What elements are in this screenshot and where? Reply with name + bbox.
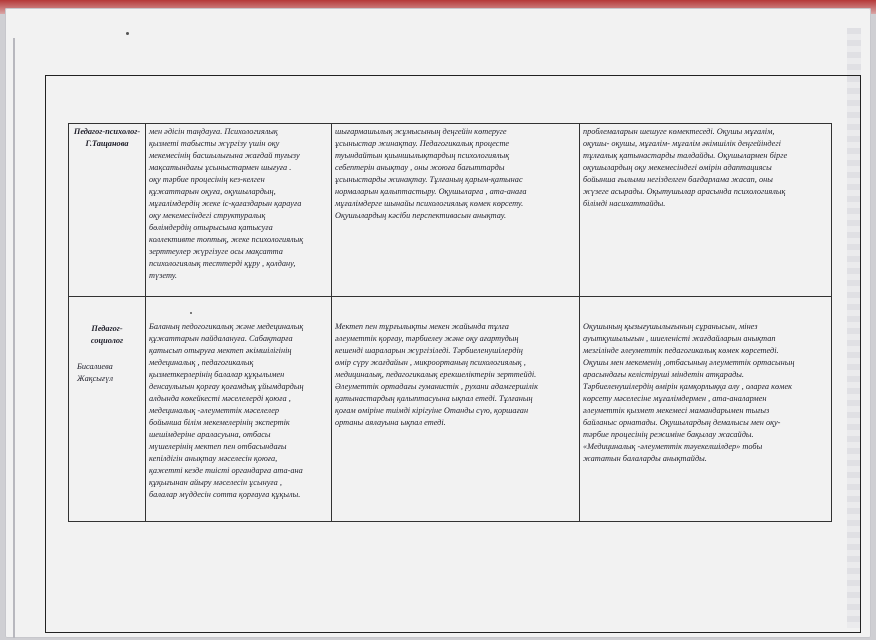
role-title: Педагог-психолог- — [73, 127, 141, 136]
duties-cell: Мектеп пен тұрғылықты мекен жайында тұлға әлеуметтік қорғау, тәрбиелеу және оқу ағартудың кешенді шараларын жүргізіледі. Тәрбиеленушілердің өмір сүру жағдайын , микроортаның психологиялық , медициналық, педагогикалық ерекшеліктерін зерттейді. Әлеуметтік ортадағы гуманистік , рухани адамгершілік қатынастардың қалыптасуына ықпал етеді. Тұлғаның қоғам өміріне тиімді кірігуіне Отанды сүю, қоршаған ортаны аялауына ықпал етеді. — [332, 297, 580, 522]
table-row — [69, 297, 832, 522]
role-title: Педагог- социолог — [90, 324, 124, 345]
rights-cell: мен әдісін таңдауға. Психологиялық қызметі табысты жүргізу үшін оқу мекемесінің басшылығына жағдай туғызу мақсатындағы ұсыныстармен шығуға . оқу тәрбие процесінің кез-келген құжаттарын оқуға, оқушылардың, мұғалімдердің жеке іс-қағаздарын қарауға оқу мекемесіндегі структуралық бөлімдердің отырысына қатысуға коллективте топтық, жеке психологиялық зерттеулер жүргізуге осы мақсатта психологиялық тесттерді құру , қолдану, түзету. — [146, 124, 332, 297]
duties-cell: шығармашылық жұмысының деңгейін көтеруге ұсыныстар жинақтау. Педагогикалық процесте туындайтын қиыншылықтардың психологиялық себептерін анықтау , оны жоюға бағыттарды ұсыныстарды жинақтау. Тұлғаның қарым-қатынас нормаларын қалыптастыру. Оқушыларға , ата-анаға мұғалімдерге шынайы психологиялық көмек көрсету. Оқушылардың кәсіби перспективасын анықтау. — [332, 124, 580, 297]
role-cell — [69, 124, 146, 297]
rights-cell: Баланың педогогикалық және медециналық құжаттарын пайдалануға. Сабақтарға қатысып отыруға мектеп әкімшілігінің медециналық , педагогикалық қызметкерлерінің балалар құқылымен денсаулығын қорғау қоғамдық ұйымдардың алдында көкейкесті мәселелерді қоюға , медециналық -әлеуметтік мәселелер бойынша білім мекемелерінің экспертік шешімдеріне араласуына, отбасы мүшелерінің мектеп пен отбасындағы кепілдігін анықтау мәселесін қоюға, қажетті кезде тиісті органдарға ата-ана құқығынан айыру мәселесін ұсынуға , балалар мүддесін сотта қорғауға құқылы. — [146, 297, 332, 522]
person-name: Г.Тащанова — [85, 139, 129, 148]
person-name: Бисалиева Жақсығүл — [77, 362, 113, 383]
document-table — [68, 123, 832, 522]
table-row — [69, 124, 832, 297]
functions-cell: проблемаларын шешуге көмектеседі. Оқушы мұғалім, оқушы- оқушы, мұғалім- мұғалім әкімшілік деңгейіндегі тұлғалық қатынастарды талдайды. Оқушылармен бірге оқушылардың оқу мекемесіндегі өмірін адаптациясы бойынша ғылыми негізделген бағдарлама жасап, оны жүзеге асырады. Оқытушылар арасында психологиялық білімді насихаттайды. — [580, 124, 832, 297]
role-cell — [69, 297, 146, 522]
scan-speck — [126, 32, 129, 35]
page-left-edge — [13, 38, 15, 638]
functions-cell: Оқушының қызығушылығының сұранысын, мінез ауытқушылығын , шиеленісті жағдайларын анықтап мезгілінде әлеуметтік педагогикалық көмек көрсетеді. Оқушы мен мекеменің ,отбасының әлеуметтік ортасының арасындағы келістіруші міндетін атқарады. Тәрбиеленушілердің өмірін қамқорлыққа алу , оларға көмек көрсету мәселесіне мұғалімдермен , ата-аналармен әлеуметтік қызмет мекемесі мамандарымен тығыз байланыс орнатады. Оқушылардың демалысы мен оқу- тәрбие процесінің режиміне бақылау жасайды. «Медициналық -әлеуметтік тәуекелшілдер» тобы жататын балаларды анықтайды. — [580, 297, 832, 522]
